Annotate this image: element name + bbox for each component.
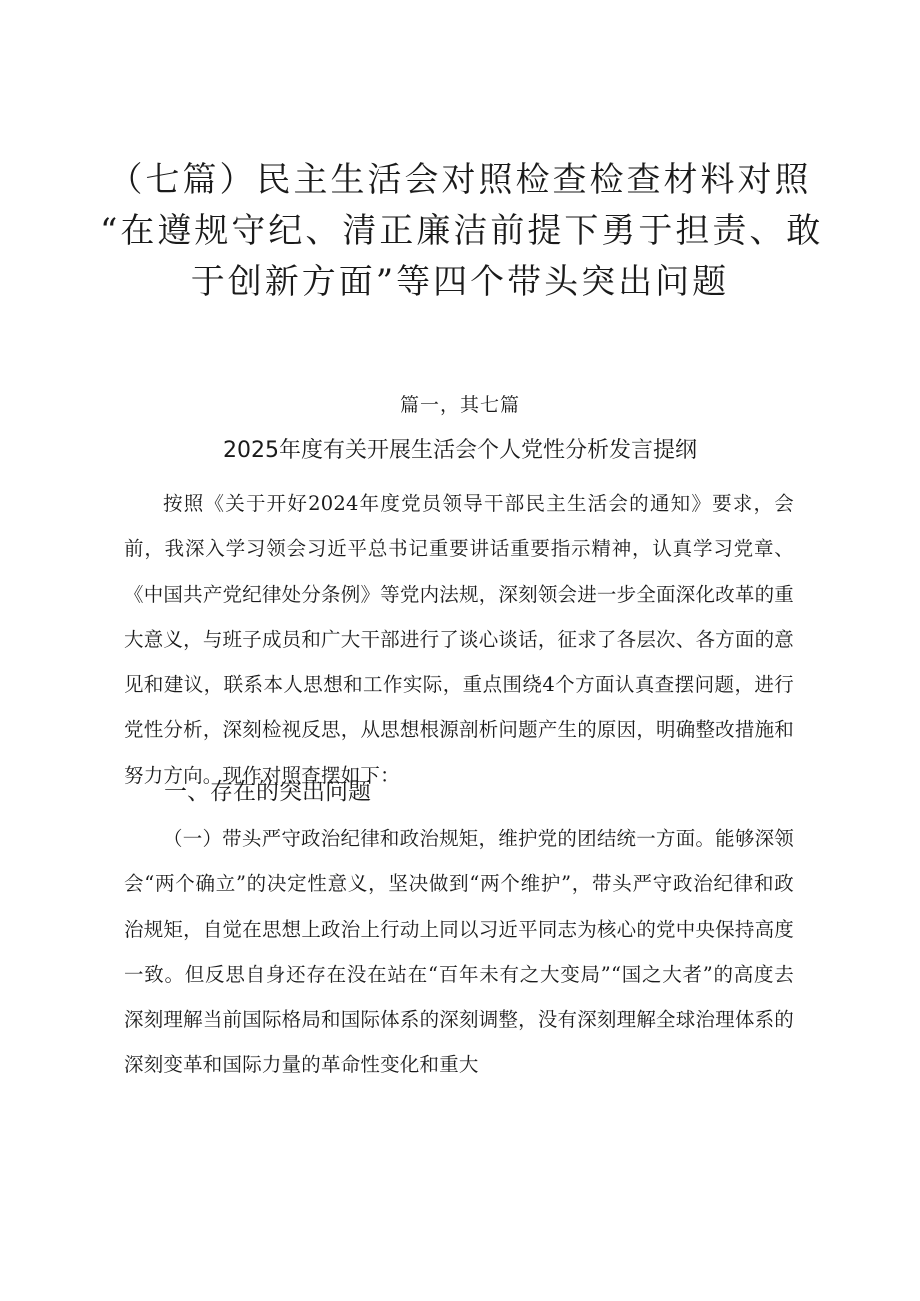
section-title: 2025年度有关开展生活会个人党性分析发言提纲 [223,438,697,463]
part-label: 篇一，其七篇 [399,394,520,416]
document-title-line-2: “在遵规守纪、清正廉洁前提下勇于担责、敢 [100,211,824,251]
document-title-line-3: 于创新方面”等四个带头突出问题 [190,262,730,302]
heading-existing-problems: 一、存在的突出问题 [164,779,371,805]
document-title-line-1: （七篇）民主生活会对照检查检查材料对照 [108,160,812,200]
document-title [100,155,824,308]
intro-paragraph: 按照《关于开好2024年度党员领导干部民主生活会的通知》要求，会前，我深入学习领会习近平总书记重要讲话重要指示精神，认真学习党章、《中国共产党纪律处分条例》等党内法规，深刻领会进一步全面深化改革的重大意义，与班子成员和广大干部进行了谈心谈话，征求了各层次、各方面的意见和建议，联系本人思想和工作实际，重点围绕4个方面认真查摆问题，进行党性分析，深刻检视反思，从思想根源剖析问题产生的原因，明确整改措施和努力方向。现作对照查摆如下： [124,492,794,787]
point-1-paragraph: （一）带头严守政治纪律和政治规矩，维护党的团结统一方面。能够深领会“两个确立”的决定性意义，坚决做到“两个维护”，带头严守政治纪律和政治规矩，自觉在思想上政治上行动上同以习近平同志为核心的党中央保持高度一致。但反思自身还存在没在站在“百年未有之大变局”“国之大者”的高度去深刻理解当前国际格局和国际体系的深刻调整，没有深刻理解全球治理体系的深刻变革和国际力量的革命性变化和重大 [124,827,794,1077]
